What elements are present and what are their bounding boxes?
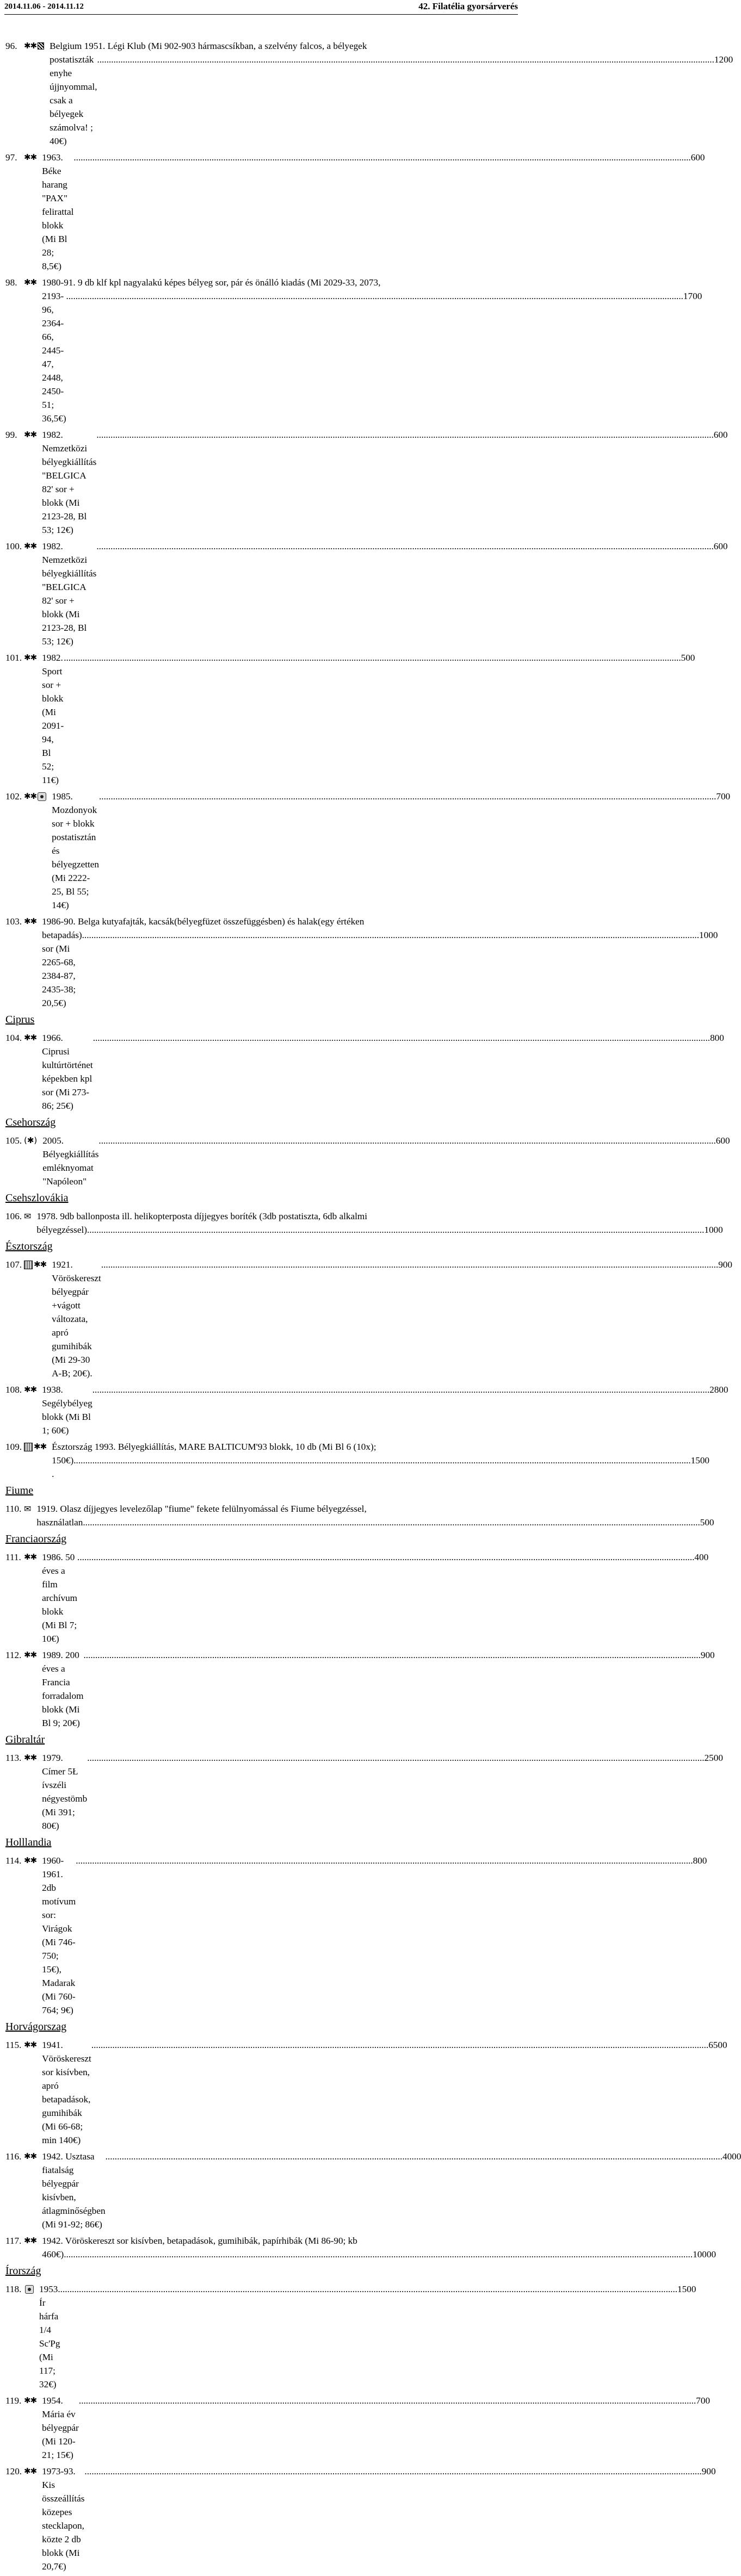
stars-icon: ✱✱ <box>24 1033 37 1042</box>
hatched-square-icon <box>38 42 44 49</box>
lot-price: 2800 <box>709 1385 728 1395</box>
lot-price: 1500 <box>690 1455 709 1466</box>
condition-icons <box>24 1854 36 1867</box>
description-line: 1941. Vöröskereszt sor kisívben, apró betapadások, gumihibák (Mi 66-68; min 140€) <box>42 2040 91 2145</box>
lot-number: 115. <box>5 2040 22 2050</box>
description-last-line <box>42 928 718 1010</box>
description-line: 1982. Nemzetközi bélyegkiállítás "BELGICA 82' sor + blokk (Mi 2123-28, Bl 53; 12€) <box>42 430 97 535</box>
condition-icons <box>24 2150 36 2163</box>
stars-icon: ✱✱ <box>34 1259 47 1269</box>
lot-description <box>42 1751 723 1833</box>
description-line: 1919. Olasz díjjegyes levelezőlap "fiume" fekete felülnyomással és Fiume bélyegzéssel, <box>36 1504 367 1514</box>
lot-description <box>42 915 718 1010</box>
lot-item <box>5 1209 723 1237</box>
description-last-line <box>42 1134 730 1188</box>
lot-price: 800 <box>710 1033 724 1043</box>
stars-icon: ✱✱ <box>24 541 37 551</box>
stars-icon: ✱✱ <box>24 916 37 926</box>
description-last-line <box>42 289 702 425</box>
description-line: 1973-93. Kis összeállítás közepes stecklapon, közte 2 db blokk (Mi 20,7€) <box>42 2466 85 2572</box>
lot-description <box>52 1258 732 1380</box>
dot-leader <box>97 53 714 148</box>
condition-icons <box>24 1440 46 1454</box>
lot-item <box>5 1134 730 1188</box>
country-heading: Írország <box>5 2265 41 2277</box>
description-line: 1960-1961. 2db motívum sor: Virágok (Mi 746-750; 15€), Madarak (Mi 760-764; 9€) <box>42 1855 76 2015</box>
lot-number: 107. <box>5 1259 22 1270</box>
lot-description <box>42 1383 728 1437</box>
auction-title: 42. Filatélia gyorsárverés <box>418 1 518 11</box>
stars-icon: ✱✱ <box>24 152 37 162</box>
lot-item <box>5 1751 723 1833</box>
country-heading: Fiume <box>5 1485 34 1497</box>
description-last-line <box>42 2038 727 2147</box>
dot-leader <box>96 428 713 537</box>
lot-price: 4000 <box>722 2151 741 2162</box>
condition-icons <box>24 276 36 289</box>
description-line: postatiszták enyhe újjnyommal, csak a bélyegek számolva! ; 40€) <box>50 54 97 146</box>
lot-price: 800 <box>693 1855 707 1866</box>
description-last-line <box>42 428 727 537</box>
lot-number: 105. <box>5 1135 22 1146</box>
condition-icons <box>24 539 36 553</box>
lot-item <box>5 2394 711 2462</box>
lot-description <box>42 1031 724 1113</box>
description-last-line <box>42 1854 707 2017</box>
country-heading: Csehszlovákia <box>5 1192 69 1204</box>
description-last-line <box>42 1031 724 1113</box>
lot-description <box>42 2465 715 2573</box>
stars-icon: ✱✱ <box>24 1650 37 1660</box>
description-last-line <box>42 2465 715 2573</box>
stars-icon: ✱✱ <box>24 2236 37 2245</box>
description-last-line <box>36 1516 714 1529</box>
condition-icons <box>24 428 36 442</box>
description-line: 2005. Bélyegkiállítás emléknyomat "Napóleon" <box>42 1135 99 1187</box>
lot-price: 1200 <box>714 54 733 65</box>
condition-icons <box>24 1258 46 1271</box>
description-line: 1986-90. Belga kutyafajták, kacsák(bélyegfüzet összefüggésben) és halak(egy értéken <box>42 916 365 927</box>
date-range: 2014.11.06 - 2014.11.12 <box>4 2 84 11</box>
lot-price: 500 <box>700 1517 714 1528</box>
description-line: bélyegzéssel) <box>36 1225 87 1235</box>
description-line: 1938. Segélybélyeg blokk (Mi Bl 1; 60€) <box>42 1385 92 1436</box>
condition-icons <box>24 1550 36 1564</box>
condition-icons <box>24 1134 37 1147</box>
lot-item <box>5 39 733 148</box>
lot-number: 106. <box>5 1211 22 1221</box>
stars-icon: ✱✱ <box>24 41 37 51</box>
description-line: Belgium 1951. Légi Klub (Mi 902-903 hármascsíkban, a szelvény falcos, a bélyegek <box>50 41 367 51</box>
lot-number: 103. <box>5 916 22 927</box>
lot-number: 117. <box>5 2236 22 2246</box>
condition-icons <box>24 2394 36 2407</box>
condition-icons <box>24 2282 34 2296</box>
lot-description <box>42 651 695 787</box>
description-last-line <box>42 2248 716 2261</box>
lot-description <box>42 1854 707 2017</box>
lot-price: 600 <box>715 1135 730 1146</box>
lot-description <box>36 1209 723 1237</box>
description-line: 1982. Sport sor + blokk (Mi 2091-94, Bl 52; 11€) <box>42 653 64 785</box>
lot-description <box>39 2282 696 2391</box>
condition-icons <box>24 1751 36 1765</box>
lot-description <box>42 1648 715 1730</box>
lot-description <box>42 539 727 648</box>
envelope-icon: ✉ <box>24 1211 32 1221</box>
description-line: 1985. Mozdonyok sor + blokk postatisztán és bélyegzetten (Mi 2222-25, Bl 55; 14€) <box>52 791 99 910</box>
description-last-line <box>42 651 695 787</box>
lot-item <box>5 1854 707 2017</box>
lot-description <box>42 1134 730 1188</box>
dot-leader <box>60 2282 677 2391</box>
description-last-line <box>42 151 705 273</box>
description-line: 1954. Mária év bélyegpár (Mi 120-21; 15€) <box>42 2395 79 2460</box>
dot-leader <box>96 539 713 648</box>
lot-price: 700 <box>716 791 731 802</box>
dot-leader <box>106 2150 723 2231</box>
description-line: 1942. Usztasa fiatalság bélyegpár kisívben, átlagminőségben (Mi 91-92; 86€) <box>42 2151 106 2230</box>
dot-leader <box>92 1383 709 1437</box>
bracketed-star-icon: (✱) <box>24 1135 38 1145</box>
lot-number: 116. <box>5 2151 22 2162</box>
description-last-line <box>50 53 733 148</box>
lot-price: 600 <box>690 152 705 163</box>
lot-price: 400 <box>694 1552 709 1562</box>
stars-icon: ✱✱ <box>24 2395 37 2405</box>
lot-number: 113. <box>5 1753 22 1763</box>
lot-item <box>5 1383 728 1437</box>
lot-item <box>5 1550 709 1646</box>
dot-leader <box>101 1258 718 1380</box>
description-line: 150€) . <box>52 1455 74 1479</box>
lot-item <box>5 651 695 787</box>
cancelled-stamp-icon <box>38 792 46 801</box>
condition-icons <box>24 1383 36 1396</box>
condition-icons <box>24 151 36 164</box>
description-line: 460€)..... <box>42 2249 76 2260</box>
description-line: 1980-91. 9 db klf kpl nagyalakú képes bélyeg sor, pár és önálló kiadás (Mi 2029-33, 2073, <box>42 277 381 288</box>
page-header <box>4 1 518 13</box>
description-last-line <box>42 2150 741 2231</box>
lot-price: 900 <box>700 1650 715 1660</box>
description-last-line <box>36 1223 723 1237</box>
description-line: Észtország 1993. Bélyegkiállítás, MARE BALTICUM'93 blokk, 10 db (Mi Bl 6 (10x); <box>52 1442 376 1452</box>
lot-number: 101. <box>5 653 22 663</box>
description-line: betapadás) sor (Mi 2265-68, 2384-87, 2435-38; 20,5€) <box>42 930 82 1008</box>
lot-number: 98. <box>5 277 17 288</box>
description-last-line <box>39 2282 696 2391</box>
description-last-line <box>42 1751 723 1833</box>
lot-item <box>5 1031 724 1113</box>
lot-description <box>52 790 730 912</box>
condition-icons <box>24 1031 36 1045</box>
lot-description <box>42 2234 716 2261</box>
lot-item <box>5 151 705 273</box>
lot-number: 109. <box>5 1442 22 1452</box>
dot-leader <box>91 2038 708 2147</box>
dot-leader <box>82 928 699 1010</box>
header-divider <box>4 14 518 15</box>
lot-price: 1000 <box>704 1225 723 1235</box>
gray-square-icon <box>24 1261 33 1269</box>
lot-price: 600 <box>713 430 728 440</box>
lot-listing <box>5 39 741 2576</box>
lot-price: 1500 <box>677 2284 696 2294</box>
country-heading: Csehország <box>5 1116 56 1128</box>
description-line: 1989. 200 éves a Francia forradalom blokk (Mi Bl 9; 20€) <box>42 1650 84 1728</box>
lot-number: 97. <box>5 152 17 163</box>
description-line: 1921. Vöröskereszt bélyegpár +vágott változata, apró gumihibák (Mi 29-30 A-B; 20€). <box>52 1259 101 1379</box>
dot-leader <box>83 1516 700 1529</box>
country-heading: Franciaország <box>5 1533 67 1545</box>
country-heading: Ciprus <box>5 1014 35 1026</box>
dot-leader <box>76 1854 693 2017</box>
lot-description <box>42 428 727 537</box>
dot-leader <box>93 1031 710 1113</box>
dot-leader <box>87 1751 704 1833</box>
condition-icons <box>24 39 44 53</box>
stars-icon: ✱✱ <box>24 1753 37 1762</box>
lot-number: 112. <box>5 1650 22 1660</box>
condition-icons <box>24 2038 36 2052</box>
description-last-line <box>52 1258 732 1380</box>
dot-leader <box>73 151 690 273</box>
lot-item <box>5 1440 709 1481</box>
gray-square-icon <box>24 1443 33 1451</box>
lot-item <box>5 2150 741 2231</box>
dot-leader <box>64 651 681 787</box>
lot-item <box>5 2038 727 2147</box>
lot-item <box>5 2234 717 2261</box>
lot-price: 1700 <box>683 291 702 301</box>
dot-leader <box>66 289 683 425</box>
lot-price: 1000 <box>699 930 718 940</box>
description-line: 1979. Címer 5Ł ívszéli négyestömb (Mi 391; 80€) <box>42 1753 88 1831</box>
stars-icon: ✱✱ <box>24 430 37 439</box>
lot-number: 118. <box>5 2284 22 2294</box>
dot-leader <box>73 1454 690 1481</box>
lot-price: 500 <box>681 653 695 663</box>
country-heading: Észtország <box>5 1240 53 1252</box>
dot-leader <box>87 1223 704 1237</box>
dot-leader <box>83 1648 700 1730</box>
dot-leader <box>77 1550 694 1646</box>
country-heading: Holllandia <box>5 1836 52 1848</box>
condition-icons <box>24 2465 36 2478</box>
lot-description <box>50 39 733 148</box>
dot-leader <box>99 790 716 912</box>
lot-price: 900 <box>701 2466 716 2476</box>
condition-icons <box>24 915 36 928</box>
description-last-line <box>42 1648 715 1730</box>
lot-price: 700 <box>696 2395 711 2406</box>
lot-item <box>5 2465 716 2573</box>
lot-number: 96. <box>5 41 17 51</box>
description-last-line <box>42 2394 710 2462</box>
lot-item <box>5 2282 696 2391</box>
lot-number: 114. <box>5 1855 22 1866</box>
stars-icon: ✱✱ <box>24 791 37 801</box>
lot-description <box>42 2150 741 2231</box>
description-line: 1966. Ciprusi kultúrtörténet képekben kpl sor (Mi 273-86; 25€) <box>42 1033 93 1111</box>
stars-icon: ✱✱ <box>24 277 37 287</box>
lot-description <box>42 276 702 425</box>
lot-item <box>5 790 731 912</box>
envelope-icon: ✉ <box>24 1504 32 1514</box>
lot-number: 99. <box>5 430 17 440</box>
lot-item <box>5 539 728 648</box>
condition-icons <box>24 1209 31 1223</box>
description-line: 1978. 9db ballonposta ill. helikopterposta díjjegyes boríték (3db postatiszta, 6db alkalmi <box>36 1211 368 1221</box>
description-last-line <box>42 1383 728 1437</box>
description-last-line <box>42 539 727 648</box>
lot-item <box>5 1648 715 1730</box>
lot-price: 10000 <box>693 2249 717 2260</box>
stars-icon: ✱✱ <box>24 1385 37 1394</box>
dot-leader <box>84 2465 701 2573</box>
lot-number: 102. <box>5 791 22 802</box>
lot-description <box>42 151 705 273</box>
dot-leader <box>98 1134 715 1188</box>
lot-item <box>5 276 702 425</box>
lot-number: 108. <box>5 1385 22 1395</box>
stars-icon: ✱✱ <box>24 2040 37 2050</box>
stars-icon: ✱✱ <box>34 1442 47 1451</box>
description-line: 1942. Vöröskereszt sor kisívben, betapadások, gumihibák, papírhibák (Mi 86-90; kb <box>42 2236 357 2246</box>
lot-price: 600 <box>713 541 728 551</box>
lot-number: 104. <box>5 1033 22 1043</box>
condition-icons <box>24 651 36 665</box>
lot-item <box>5 1502 714 1529</box>
description-line: 2193-96, 2364-66, 2445-47, 2448, 2450-51; 36,5€) <box>42 291 66 424</box>
dot-leader <box>79 2394 696 2462</box>
description-last-line <box>52 790 730 912</box>
stars-icon: ✱✱ <box>24 2466 37 2476</box>
lot-price: 6500 <box>708 2040 727 2050</box>
condition-icons <box>24 790 46 803</box>
lot-item <box>5 428 728 537</box>
lot-item <box>5 915 718 1010</box>
lot-number: 120. <box>5 2466 22 2476</box>
description-line: 1963. Béke harang "PAX" felirattal blokk (Mi Bl 28; 8,5€) <box>42 152 74 271</box>
stars-icon: ✱✱ <box>24 653 37 662</box>
condition-icons <box>24 1502 31 1516</box>
description-line: 1986. 50 éves a film archívum blokk (Mi Bl 7; 10€) <box>42 1552 78 1644</box>
condition-icons <box>24 1648 36 1662</box>
lot-number: 111. <box>5 1552 21 1562</box>
description-last-line <box>52 1454 709 1481</box>
country-heading: Horvágorszag <box>5 2021 67 2033</box>
lot-price: 2500 <box>704 1753 723 1763</box>
lot-price: 900 <box>718 1259 732 1270</box>
country-heading: Gibraltár <box>5 1734 45 1746</box>
lot-item <box>5 1258 732 1380</box>
stars-icon: ✱✱ <box>24 2151 37 2161</box>
condition-icons <box>24 2234 36 2248</box>
dot-leader <box>76 2248 693 2261</box>
lot-number: 110. <box>5 1504 22 1514</box>
description-line: használatlan <box>36 1517 83 1528</box>
lot-number: 100. <box>5 541 22 551</box>
description-line: 1982. Nemzetközi bélyegkiállítás "BELGICA 82' sor + blokk (Mi 2123-28, Bl 53; 12€) <box>42 541 97 647</box>
lot-description <box>42 2038 727 2147</box>
lot-description <box>52 1440 709 1481</box>
description-last-line <box>42 1550 708 1646</box>
cancelled-stamp-icon <box>25 2285 34 2294</box>
lot-description <box>42 2394 710 2462</box>
lot-description <box>36 1502 714 1529</box>
stars-icon: ✱✱ <box>24 1552 37 1562</box>
description-line: 1953. Ír hárfa 1/4 Sc'Pg (Mi 117; 32€) <box>39 2284 60 2389</box>
lot-description <box>42 1550 708 1646</box>
stars-icon: ✱✱ <box>24 1855 37 1865</box>
lot-number: 119. <box>5 2395 22 2406</box>
